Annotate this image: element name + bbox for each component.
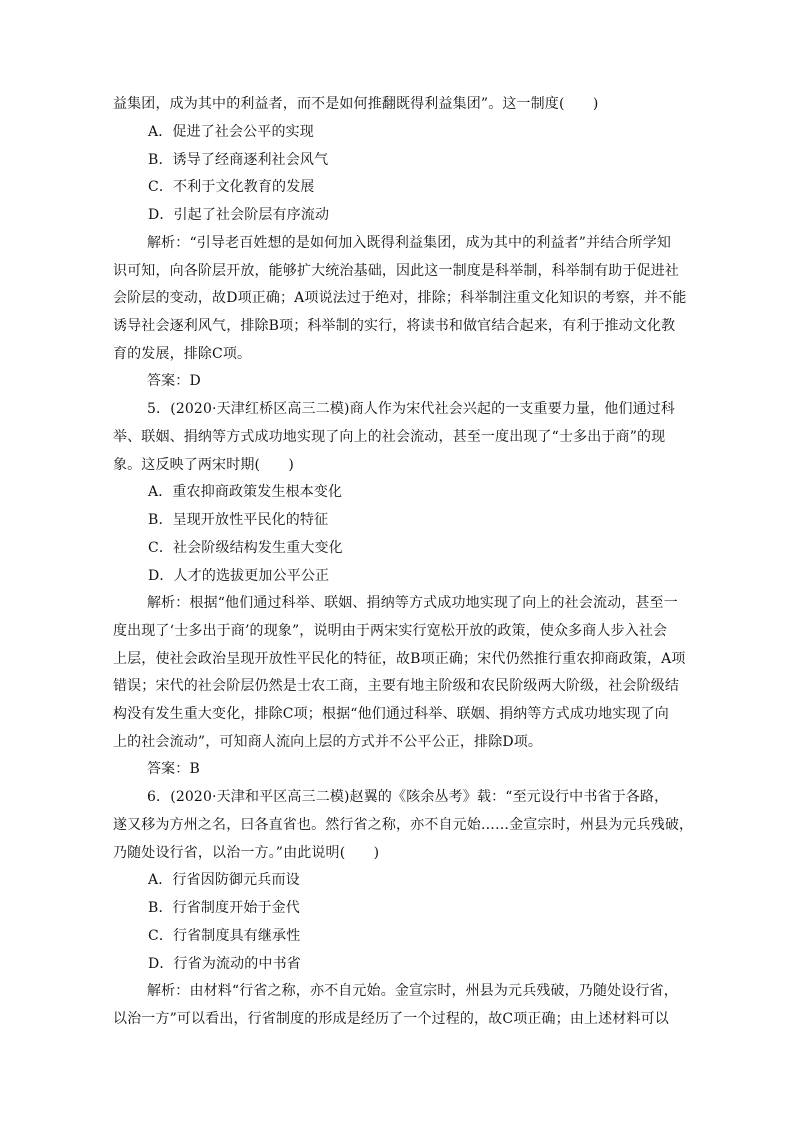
question-line: 乃随处设行省，以治一方。”由此说明( ) bbox=[113, 845, 380, 861]
option-a: A．重农抑商政策发生根本变化 bbox=[148, 484, 343, 500]
answer-line: 答案：B bbox=[147, 761, 200, 777]
analysis-line: 育的发展，排除C项。 bbox=[113, 346, 252, 362]
option-b: B．行省制度开始于金代 bbox=[148, 900, 300, 916]
analysis-line: 识可知，向各阶层开放，能够扩大统治基础，因此这一制度是科举制，科举制有助于促进社 bbox=[113, 263, 679, 279]
option-a: A．行省因防御元兵而设 bbox=[148, 872, 300, 888]
question-line: 举、联姻、捐纳等方式成功地实现了向上的社会流动，甚至一度出现了“士多出于商”的现 bbox=[113, 429, 666, 445]
analysis-line: 解析：“引导老百姓想的是如何加入既得利益集团，成为其中的利益者”并结合所学知 bbox=[147, 235, 672, 251]
option-d: D．行省为流动的中书省 bbox=[148, 956, 301, 972]
option-c: C．不利于文化教育的发展 bbox=[148, 179, 315, 195]
analysis-line: 解析：由材料“行省之称，亦不自元始。金宣宗时，州县为元兵残破，乃随处设行省， bbox=[147, 983, 678, 999]
question-line: 5．(2020·天津红桥区高三二模)商人作为宋代社会兴起的一支重要力量，他们通过科 bbox=[147, 401, 676, 417]
option-d: D．引起了社会阶层有序流动 bbox=[148, 207, 330, 223]
analysis-line: 会阶层的变动，故D项正确；A项说法过于绝对，排除；科举制注重文化知识的考察，并不能 bbox=[113, 290, 687, 306]
option-d: D．人才的选拔更加公平公正 bbox=[148, 568, 330, 584]
question-line: 6．(2020·天津和平区高三二模)赵翼的《陔余丛考》载：“至元设行中书省于各路， bbox=[147, 789, 669, 805]
option-b: B．呈现开放性平民化的特征 bbox=[148, 512, 329, 528]
analysis-line: 上的社会流动”，可知商人流向上层的方式并不公平公正，排除D项。 bbox=[113, 734, 543, 750]
option-c: C．行省制度具有继承性 bbox=[148, 928, 301, 944]
option-c: C．社会阶级结构发生重大变化 bbox=[148, 540, 343, 556]
analysis-line: 以治一方”可以看出，行省制度的形成是经历了一个过程的，故C项正确；由上述材料可以 bbox=[113, 1011, 669, 1027]
analysis-line: 度出现了‘士多出于商’的现象”，说明由于两宋实行宽松开放的政策，使众多商人步入社会 bbox=[113, 623, 668, 639]
analysis-line: 错误；宋代的社会阶层仍然是士农工商，主要有地主阶级和农民阶级两大阶级，社会阶级结 bbox=[113, 678, 679, 694]
analysis-line: 解析：根据“他们通过科举、联姻、捐纳等方式成功地实现了向上的社会流动，甚至一 bbox=[147, 595, 678, 611]
question-line: 象。这反映了两宋时期( ) bbox=[113, 457, 295, 473]
analysis-line: 构没有发生重大变化，排除C项；根据“他们通过科举、联姻、捐纳等方式成功地实现了向 bbox=[113, 706, 669, 722]
question-line: 遂又移为方州之名，曰各直省也。然行省之称，亦不自元始……金宣宗时，州县为元兵残破， bbox=[113, 817, 694, 833]
answer-line: 答案：D bbox=[147, 373, 201, 389]
option-a: A．促进了社会公平的实现 bbox=[148, 124, 314, 140]
analysis-line: 诱导社会逐利风气，排除B项；科举制的实行，将读书和做官结合起来，有利于推动文化教 bbox=[113, 318, 676, 334]
option-b: B．诱导了经商逐利社会风气 bbox=[148, 152, 329, 168]
analysis-line: 上层，使社会政治呈现开放性平民化的特征，故B项正确；宋代仍然推行重农抑商政策，A项 bbox=[113, 651, 686, 667]
text-line: 益集团，成为其中的利益者，而不是如何推翻既得利益集团”。这一制度( ) bbox=[113, 96, 599, 112]
